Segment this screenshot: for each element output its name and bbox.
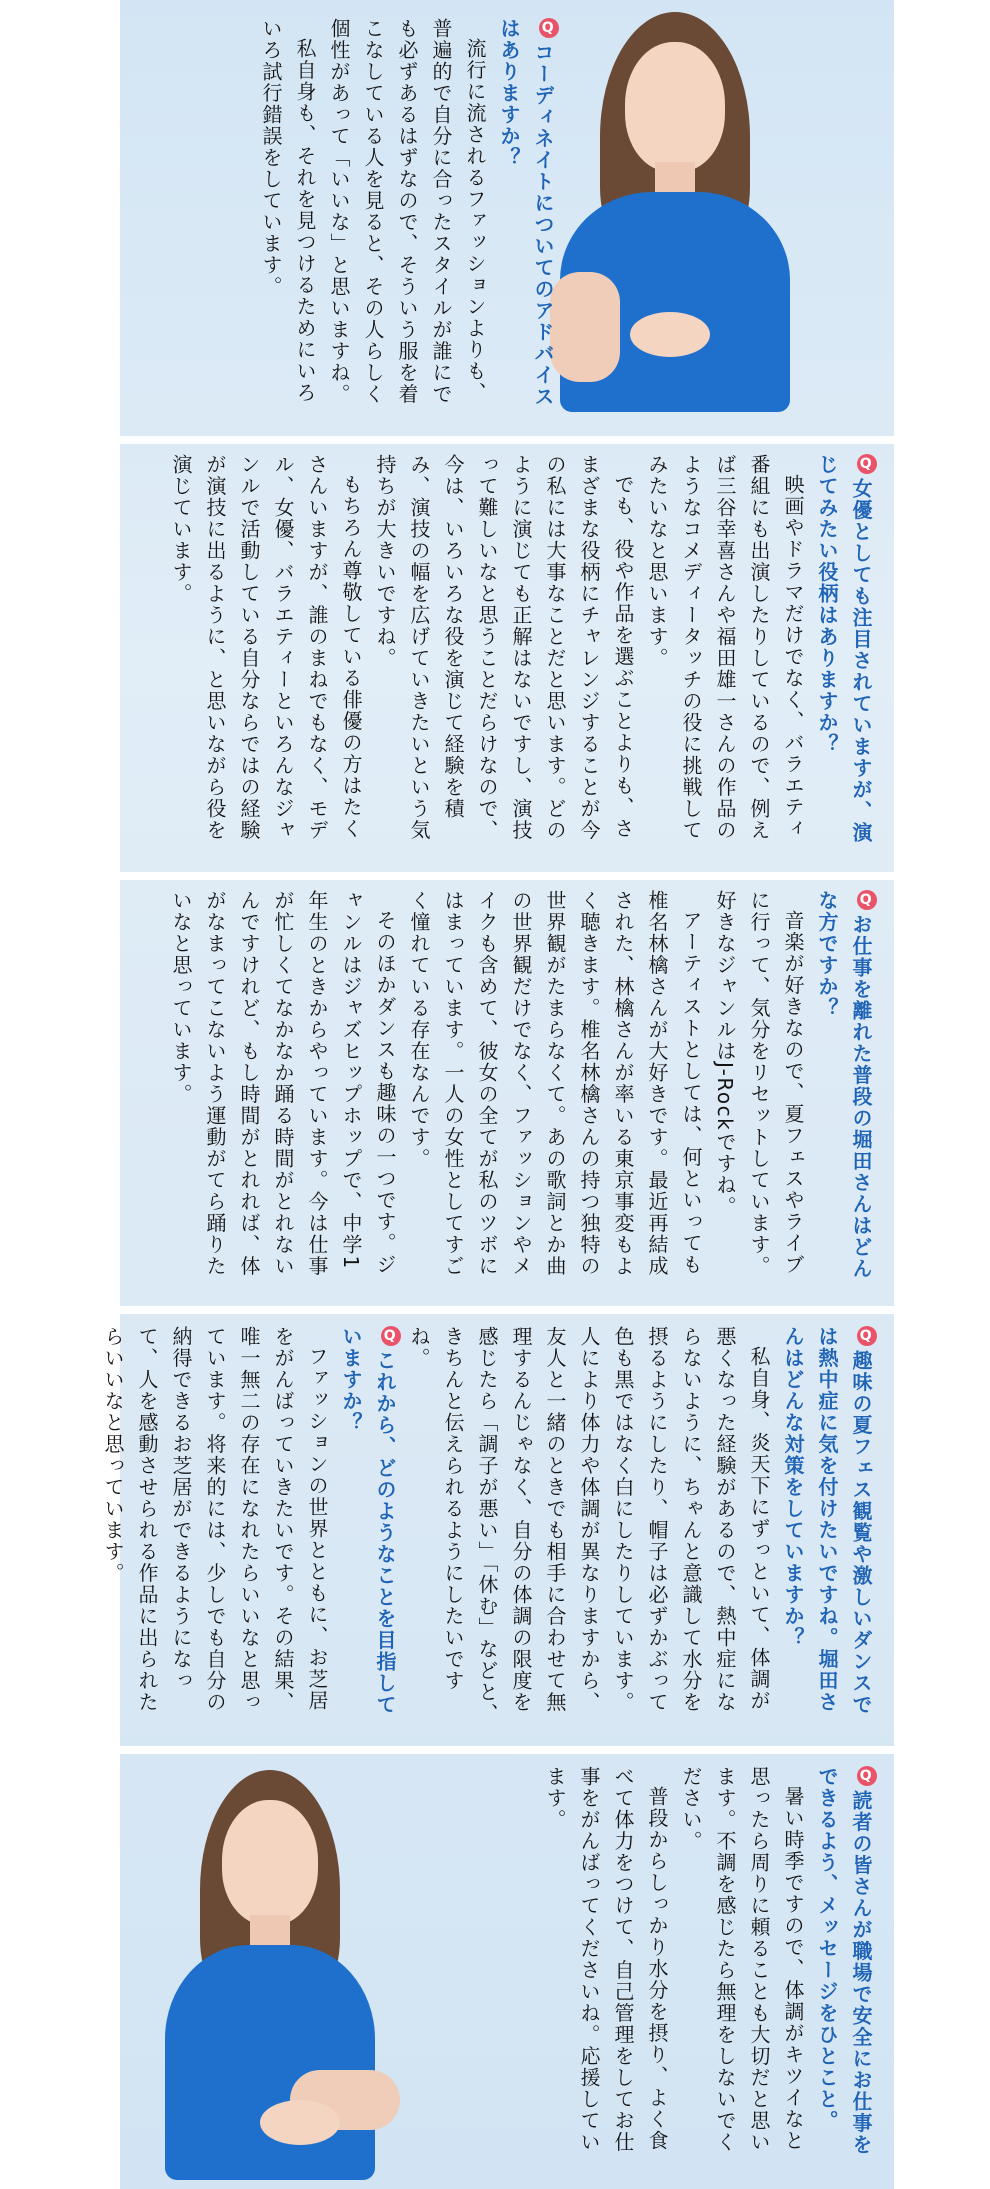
column-heatstroke-and-goals xyxy=(96,1326,878,1732)
answer-paragraph: ファッションの世界とともに、お芝居をがんばっていきたいです。その結果、唯一無二の存在になれたらいいなと思っています。将来的には、少しでも自分の納得できるお芝居ができるようになって、人を感動させられる作品に出られたらいいなと思っています。 xyxy=(101,1326,329,1713)
question-heading-goals: Qこれから、どのようなことを目指していますか？ xyxy=(334,1326,402,1732)
q-badge-icon: Q xyxy=(381,1326,401,1346)
q-badge-icon: Q xyxy=(857,1766,877,1786)
interview-page xyxy=(101,0,894,2189)
q-badge-icon: Q xyxy=(857,890,877,910)
row-divider xyxy=(120,872,894,880)
answer-paragraph: 暑い時季ですので、体調がキツイなと思ったら周りに頼ることも大切だと思います。不調を感じたら無理をしないでください。 xyxy=(679,1766,805,2153)
question-heading-off-duty: Qお仕事を離れた普段の堀田さんはどんな方ですか？ xyxy=(810,890,878,1290)
answer-paragraph: 私自身も、それを見つけるためにいろいろ試行錯誤をしています。 xyxy=(259,18,317,404)
column-coordinate-advice xyxy=(254,18,560,416)
question-heading-heatstroke: Q趣味の夏フェス観覧や激しいダンスでは熱中症に気を付けたいですね。堀田さんはどんな対策をしていますか？ xyxy=(776,1326,878,1732)
answer-paragraph: でも、役や作品を選ぶことよりも、さまざまな役柄にチャレンジすることが今の私には大事なことだと思います。どのように演じても正解はないですし、演技って難しいなと思うことだらけなので、今は、いろいろな役を演じて経験を積み、演技の幅を広げていきたいという気持ちが大きいですね。 xyxy=(373,454,635,841)
answer-paragraph: もちろん尊敬している俳優の方はたくさんいますが、誰のまねでもなく、モデル、女優、バラエティーといろんなジャンルで活動している自分ならではの経験が演技に出るように、と思いながら役を演じています。 xyxy=(169,454,363,841)
question-heading-message: Q読者の皆さんが職場で安全にお仕事をできるよう、メッセージをひとこと。 xyxy=(810,1766,878,2170)
answer-paragraph: そのほかダンスも趣味の一つです。ジャンルはジャズヒップホップで、中学1年生のときからやっています。今は仕事が忙しくてなかなか踊る時間がとれないんですけれど、もし時間がとれれば、体がなまってこないよう運動がてら踊りたいなと思っています。 xyxy=(169,890,397,1277)
column-off-duty xyxy=(164,890,878,1290)
q-badge-icon: Q xyxy=(857,1326,877,1346)
row-divider xyxy=(120,1746,894,1754)
answer-paragraph: 普段からしっかり水分を摂り、よく食べて体力をつけて、自己管理をしてお仕事をがんばってくださいね。応援しています。 xyxy=(543,1766,669,2153)
row-divider xyxy=(120,1306,894,1314)
portrait-photo-bottom xyxy=(150,1770,410,2180)
column-acting-roles xyxy=(164,454,878,858)
answer-paragraph: 映画やドラマだけでなく、バラエティ番組にも出演したりしているので、例えば三谷幸喜さんや福田雄一さんの作品のようなコメディータッチの役に挑戦してみたいなと思います。 xyxy=(645,454,805,841)
answer-paragraph: アーティストとしては、何といっても椎名林檎さんが大好きです。最近再結成された、林檎さんが率いる東京事変もよく聴きます。椎名林檎さんの持つ独特の世界観がたまらなくて。あの歌詞とか曲の世界観だけでなく、ファッションやメイクも含めて、彼女の全てが私のツボにはまっています。一人の女性としてすごく憧れている存在なんです。 xyxy=(407,890,703,1277)
row-divider xyxy=(120,436,894,444)
portrait-photo-top xyxy=(540,12,840,412)
column-reader-message xyxy=(538,1766,878,2170)
question-heading-coordinate: Qコーディネイトについてのアドバイスはありますか？ xyxy=(492,18,560,416)
answer-paragraph: 音楽が好きなので、夏フェスやライブに行って、気分をリセットしています。好きなジャンルはJ-Rockですね。 xyxy=(713,890,805,1277)
question-heading-acting: Q女優としても注目されていますが、演じてみたい役柄はありますか？ xyxy=(810,454,878,858)
q-badge-icon: Q xyxy=(539,18,559,38)
answer-paragraph: 私自身、炎天下にずっといて、体調が悪くなった経験があるので、熱中症にならないように、ちゃんと意識して水分を摂るようにしたり、帽子は必ずかぶって色も黒ではなく白にしたりしています。人により体力や体調が異なりますから、友人と一緒のときでも相手に合わせて無理するんじゃなく、自分の体調の限度を感じたら「調子が悪い」「休む」などと、きちんと伝えられるようにしたいですね。 xyxy=(407,1326,771,1725)
q-badge-icon: Q xyxy=(857,454,877,474)
answer-paragraph: 流行に流されるファッションよりも、普遍的で自分に合ったスタイルが誰にでも必ずあるはずなので、そういう服を着こなしている人を見ると、その人らしく個性があって「いいな」と思いますね。 xyxy=(327,18,487,405)
